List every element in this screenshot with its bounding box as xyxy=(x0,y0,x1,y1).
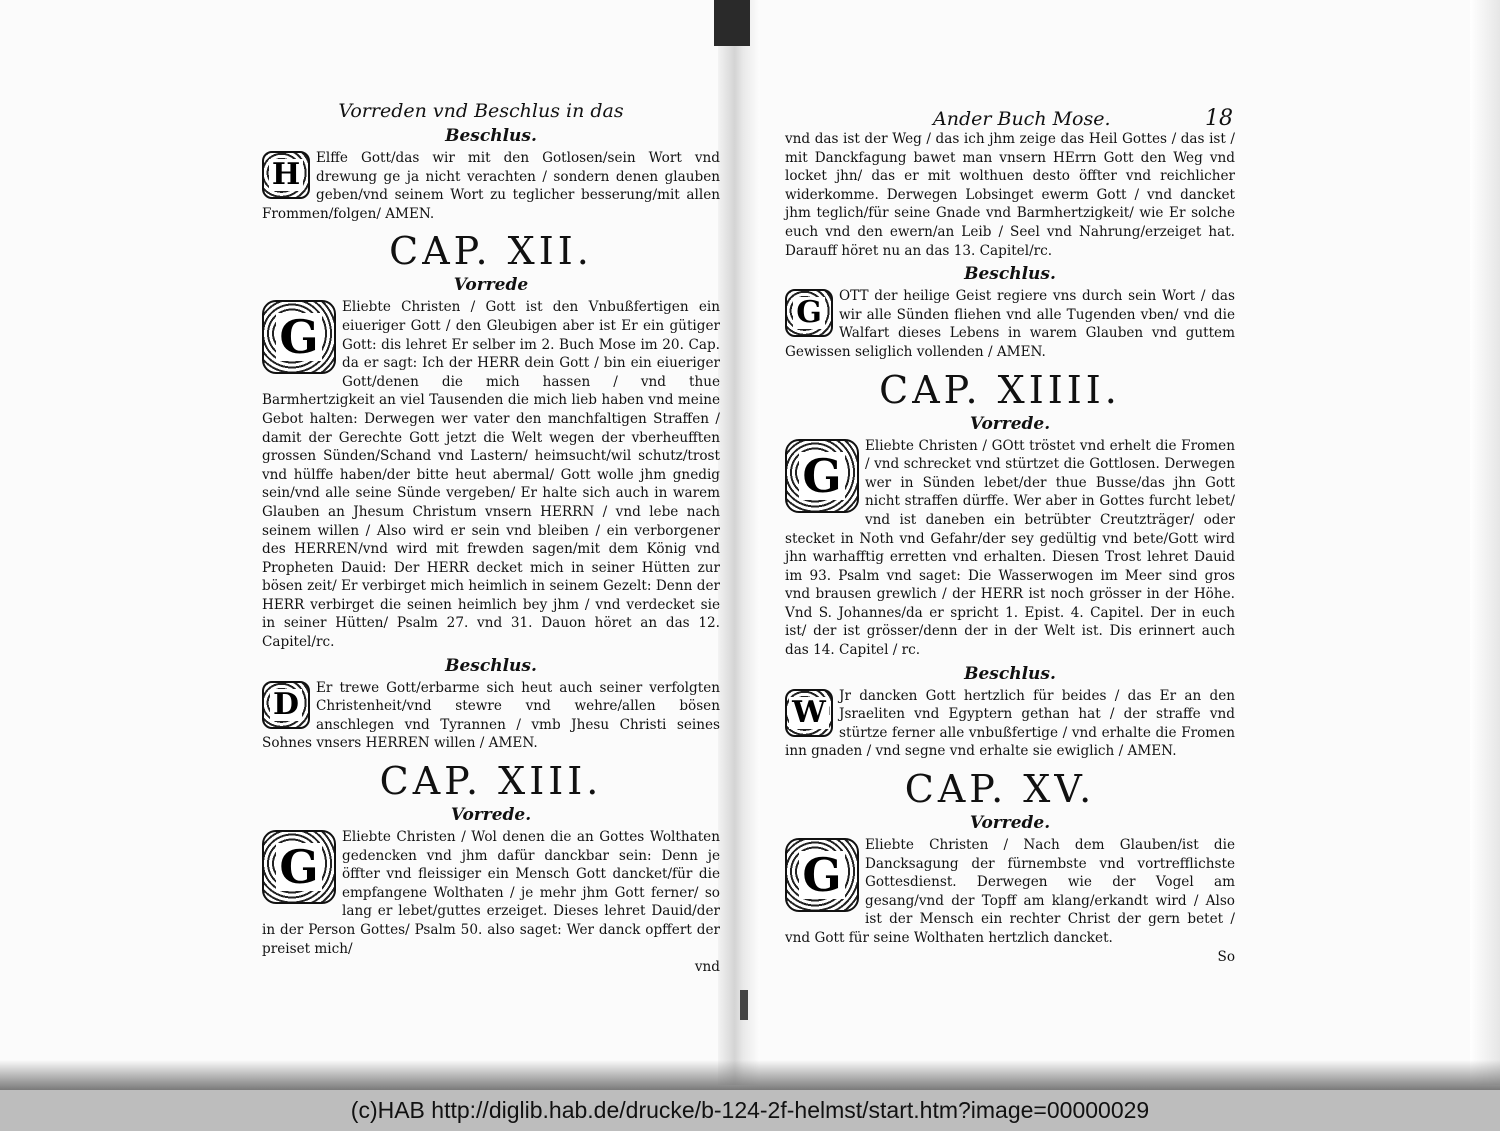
vorrede-label-13: Vorrede. xyxy=(450,805,532,826)
beschlus-text-14: W Jr dancken Gott hertzlich für beides / das Er an den Jsraeliten vnd Egyptern gethan hat / der straffe vnd stürtze ferner alle vnbußfertige / vnd erhalte die Fromen inn gnaden / vnd segne vnd erhalte sie ewiglich / AMEN. xyxy=(785,687,1235,760)
running-head-right xyxy=(785,108,1235,130)
gutter-shadow-bottom xyxy=(740,990,748,1020)
vorrede-label-15: Vorrede. xyxy=(969,813,1051,834)
catchword-right: So xyxy=(1217,948,1235,965)
page-edge-right xyxy=(1470,0,1500,1085)
running-head-title: Ander Buch Mose. xyxy=(933,108,1111,130)
book-gutter xyxy=(718,0,760,1085)
vorrede-label-14: Vorrede. xyxy=(969,413,1051,434)
decorated-initial: D xyxy=(262,681,310,729)
vorrede-label-12: Vorrede xyxy=(453,275,529,296)
copyright-footer: (c)HAB http://diglib.hab.de/drucke/b-124-2f-helmst/start.htm?image=00000029 xyxy=(0,1090,1500,1131)
decorated-initial: H xyxy=(262,151,310,199)
beschlus-text-13: G OTT der heilige Geist regiere vns durch sein Wort / das wir alle Sünden fliehen vnd alle Tugenden vben/ vnd die Walfart dieses Lebens in warem Glauben vnd guttem Gewissen seliglich vollenden / AMEN. xyxy=(785,288,1235,360)
vorrede-text-15: G Eliebte Christen / Nach dem Glauben/ist die Dancksagung der fürnembste vnd vortrefflichste Gottesdienst. Derwegen wie der Vogel am gesang/vnd der Topff am klang/erkandt wird / Also ist der Mensch ein rechter Christ der gern betet / vnd Gott für seine Wolthaten hertzlich dancket. xyxy=(785,837,1235,946)
beschlus-label-14: Beschlus. xyxy=(964,663,1056,684)
left-page xyxy=(262,100,720,977)
opening-paragraph: H Elffe Gott/das wir mit den Gotlosen/sein Wort vnd drewung ge ja nicht verachten / sondern denen glauben geben/vnd seinem Wort zu teglicher besserung/mit allen Frommen/folgen/ AMEN. xyxy=(262,150,720,222)
beschlus-label-13: Beschlus. xyxy=(964,264,1056,285)
decorated-initial: G xyxy=(785,439,859,513)
catchword-left: vnd xyxy=(694,959,720,976)
vorrede-text-12: G Eliebte Christen / Gott ist den Vnbußfertigen ein eiueriger Gott / den Gleubigen aber ist Er ein gütiger Gott: dis lehret Er selber im 2. Buch Mose im 20. Cap. da er sagt: Ich der HERR dein Gott / bin ein eiueriger Gott/denen die mich hassen / vnd thue Barmhertzigkeit an viel Tausenden die mich lieb haben vnd meine Gebot halten: Derwegen wer vater den manchfaltigen Straffen / damit der Gerechte Gott jetzt die Welt wegen der vberheufften grossen Sünden/Schand vnd Lastern/ heimsucht/wil schutz/trost vnd hülffe haben/der bitte heut abermal/ Gott wolle jhm gnedig sein/vnd alle seine Sünde vergeben/ Er halte sich auch in warem Glauben an Jhesum Christum vnsern HERRN / vnd lebe nach seinem willen / Also wird er sein vnd bleiben / ein verborgener des HERREN/vnd wird mit frewden sagen/mit dem König vnd Propheten Dauid: Der HERR decket mich in seiner Hütten zur bösen zeit/ Er verbirget mich heimlich in seinem Gezelt: Denn der HERR verbirget die seinen heimlich bey jhm / vnd verdecket sie in seiner Hütten/ Psalm 27. vnd 31. Dauon höret an das 12. Capitel/rc. xyxy=(262,299,720,651)
decorated-initial: G xyxy=(785,289,833,337)
gutter-shadow-top xyxy=(714,0,750,46)
scan-bottom-shadow xyxy=(0,1060,1500,1090)
chapter-heading-12: CAP. XII. xyxy=(389,229,593,274)
chapter-heading-15: CAP. XV. xyxy=(904,767,1096,812)
decorated-initial: W xyxy=(785,689,833,737)
chapter-heading-13: CAP. XIII. xyxy=(379,759,603,804)
right-page xyxy=(785,108,1235,966)
running-head-left: Vorreden vnd Beschlus in das xyxy=(338,100,624,122)
decorated-initial: G xyxy=(785,838,859,912)
page-number: 18 xyxy=(1205,106,1233,131)
vorrede-text-13: G Eliebte Christen / Wol denen die an Gottes Wolthaten gedencken vnd jhm dafür danckbar sein: Denn je öffter vnd fleissiger ein Mensch Gott dancket/für die empfangene Wolthaten / je mehr jhm Gott ferner/ so lang er lebet/guttes erzeiget. Dieses lehret Dauid/der in der Person Gottes/ Psalm 50. also saget: Wer danck opffert der preiset mich/ xyxy=(262,829,720,957)
chapter-heading-14: CAP. XIIII. xyxy=(879,367,1121,412)
vorrede-text-14: G Eliebte Christen / GOtt tröstet vnd erhelt die Fromen / vnd schrecket vnd stürtzet die Gottlosen. Derwegen wer in Sünden lebet/der thue Busse/das jhn Gott nicht straffen dürffe. Wer aber in Gottes furcht lebet/ vnd ist daneben ein betrübter Creutzträger/ oder stecket in Noth vnd Gefahr/der sey gedültig vnd bete/Gott wird jhn warhafftig erretten vnd erhalten. Diesen Trost lehret Dauid im 93. Psalm vnd saget: Die Wasserwogen im Meer sind gros vnd brausen grewlich / der HERR ist noch grösser in der Höhe. Vnd S. Johannes/da er spricht 1. Epist. 4. Capitel. Der in euch ist/ der ist grösser/denn der in der Welt ist. Dis erinnert auch das 14. Capitel / rc. xyxy=(785,437,1235,659)
decorated-initial: G xyxy=(262,300,336,374)
beschlus-text-12: D Er trewe Gott/erbarme sich heut auch seiner verfolgten Christenheit/vnd stewre vnd wehre/allen bösen anschlegen vnd Tyrannen / vmb Jhesu Christi seines Sohnes vnsers HERREN willen / AMEN. xyxy=(262,679,720,752)
beschlus-label-12: Beschlus. xyxy=(445,655,537,676)
continuation-text: vnd das ist der Weg / das ich jhm zeige das Heil Gottes / das ist / mit Danckfagung bawet man vnsern HErrn Gott den Weg vnd locket jhn/ das er mit wolthuen desto öffter vnd reichlicher widerkomme. Derwegen Lobsinget ewerm Gott / vnd dancket jhm teglich/für seine Gnade vnd Barmhertzigkeit/ wie Er solche euch vnd den ewern/an Leib / Seel vnd Nahrung/erzeiget hat. Darauff höret nu an das 13. Capitel/rc. xyxy=(785,131,1235,259)
section-title-beschlus: Beschlus. xyxy=(445,126,537,146)
decorated-initial: G xyxy=(262,830,336,904)
